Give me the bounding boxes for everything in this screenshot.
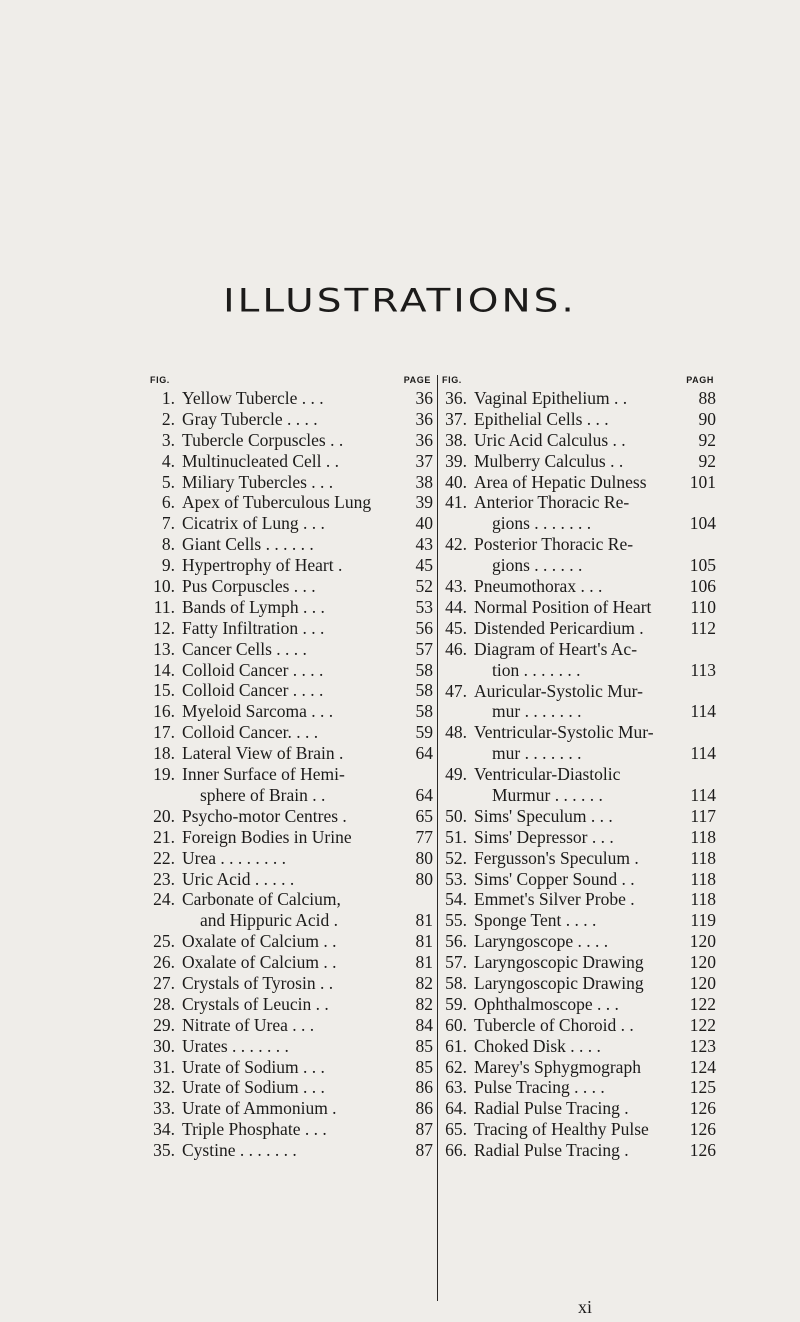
page-number: 92 (698, 429, 716, 450)
figure-title: Sims' Copper Sound . . (474, 868, 635, 889)
left-column-header (150, 375, 433, 388)
figure-title: Laryngoscopic Drawing (474, 952, 644, 973)
figure-number: 23. (153, 868, 175, 889)
list-item (442, 534, 716, 576)
page-number: 64 (415, 743, 433, 764)
page-number: 52 (415, 576, 433, 597)
list-item (150, 597, 433, 618)
figure-number: 1. (161, 388, 175, 408)
figure-title: Mulberry Calculus . . (474, 450, 624, 471)
page-number: 86 (415, 1077, 433, 1098)
list-item (442, 848, 716, 869)
list-item (442, 639, 716, 681)
figure-number: 12. (153, 617, 175, 638)
figure-title: Anterior Thoracic Re- (474, 492, 630, 513)
figure-title: Gray Tubercle . . . . (182, 408, 318, 429)
figure-title: Bands of Lymph . . . (182, 596, 325, 617)
page-number: 86 (415, 1098, 433, 1119)
list-item (442, 889, 716, 910)
figure-title: Pneumothorax . . . (474, 576, 603, 597)
list-item (150, 388, 433, 409)
list-item (150, 952, 433, 973)
right-column-header (442, 375, 716, 388)
figure-number: 46. (445, 638, 467, 659)
page-number: 58 (415, 659, 433, 680)
page-number: 58 (415, 701, 433, 722)
list-item (150, 743, 433, 764)
figure-number: 41. (445, 492, 467, 513)
list-item (442, 1077, 716, 1098)
figure-number: 19. (153, 764, 175, 785)
figure-title: Laryngoscope . . . . (474, 931, 609, 952)
page-number: 80 (415, 847, 433, 868)
list-item (442, 492, 716, 534)
page-number: 114 (690, 701, 716, 722)
figure-title: Urate of Sodium . . . (182, 1077, 325, 1098)
figure-title: Choked Disk . . . . (474, 1035, 601, 1056)
list-item (442, 1119, 716, 1140)
list-item (150, 1140, 433, 1161)
list-item (150, 492, 433, 513)
list-item (150, 451, 433, 472)
page-number: 87 (415, 1140, 433, 1161)
figure-title: Pus Corpuscles . . . (182, 576, 316, 597)
figure-number: 29. (153, 1014, 175, 1035)
figure-number: 24. (153, 889, 175, 910)
page-number: 82 (415, 972, 433, 993)
figure-number: 53. (445, 868, 467, 889)
figure-title: Pulse Tracing . . . . (474, 1077, 605, 1098)
list-item (150, 701, 433, 722)
list-item (442, 409, 716, 430)
list-item (442, 618, 716, 639)
list-item (150, 764, 433, 806)
figure-title: Radial Pulse Tracing . (474, 1098, 629, 1119)
figure-number: 17. (153, 722, 175, 743)
page-number: 90 (698, 408, 716, 429)
list-item (442, 827, 716, 848)
figure-number: 55. (445, 910, 467, 931)
figure-number: 39. (445, 450, 467, 471)
figure-number: 18. (153, 743, 175, 764)
right-column (442, 375, 716, 1161)
page-number: 110 (690, 596, 716, 617)
figure-number: 32. (153, 1077, 175, 1098)
page-number: 37 (415, 450, 433, 471)
figure-number: 52. (445, 847, 467, 868)
figure-number: 44. (445, 596, 467, 617)
page-number: 118 (690, 868, 716, 889)
page-number: 57 (415, 638, 433, 659)
page-number: 88 (698, 388, 716, 408)
figure-title: Diagram of Heart's Ac- (474, 638, 638, 659)
page-number: 112 (690, 617, 716, 638)
figure-title: sphere of Brain . . (200, 784, 326, 805)
page-number: 114 (690, 785, 716, 805)
figure-number: 38. (445, 429, 467, 450)
figure-title: Distended Pericardium . (474, 617, 644, 638)
page-number: 39 (415, 492, 433, 513)
page-number: 40 (415, 513, 433, 534)
list-item (150, 639, 433, 660)
list-item (150, 680, 433, 701)
page-number: 36 (415, 429, 433, 450)
list-item (442, 952, 716, 973)
page-number: 87 (415, 1119, 433, 1140)
figure-title: Fergusson's Speculum . (474, 847, 639, 868)
figure-number: 25. (153, 931, 175, 952)
list-item (442, 722, 716, 764)
page-heading: PAGH (686, 375, 714, 385)
list-item (442, 1098, 716, 1119)
figure-title: Inner Surface of Hemi- (182, 764, 345, 785)
page-number: 81 (415, 910, 433, 931)
figure-number: 31. (153, 1056, 175, 1077)
figure-title: Uric Acid . . . . . (182, 868, 295, 889)
figure-title: Posterior Thoracic Re- (474, 534, 634, 555)
list-item (442, 931, 716, 952)
figure-title: Multinucleated Cell . . (182, 450, 339, 471)
figure-number: 6. (161, 492, 175, 513)
list-item (150, 889, 433, 931)
figure-title: Tracing of Healthy Pulse (474, 1119, 649, 1140)
figure-number: 14. (153, 659, 175, 680)
list-item (150, 660, 433, 681)
figure-number: 36. (445, 388, 467, 408)
figure-title: Urates . . . . . . . (182, 1035, 289, 1056)
figure-title: Uric Acid Calculus . . (474, 429, 626, 450)
list-item (442, 1036, 716, 1057)
list-item (442, 973, 716, 994)
figure-title: mur . . . . . . . (492, 701, 582, 722)
list-item (150, 973, 433, 994)
page-number: 113 (690, 659, 716, 680)
figure-title: Apex of Tuberculous Lung (182, 492, 372, 513)
page-number: 65 (415, 805, 433, 826)
page-number: 92 (698, 450, 716, 471)
page-number: 120 (689, 973, 716, 994)
figure-number: 43. (445, 576, 467, 597)
list-item (442, 1057, 716, 1078)
list-item (150, 722, 433, 743)
figure-title: Fatty Infiltration . . . (182, 617, 325, 638)
figure-title: Oxalate of Calcium . . (182, 952, 337, 973)
page-number: 36 (415, 388, 433, 408)
page-title: ILLUSTRATIONS. (223, 283, 577, 320)
page-number: 82 (415, 993, 433, 1014)
figure-title: Colloid Cancer . . . . (182, 659, 324, 680)
list-item (150, 409, 433, 430)
list-item (442, 1015, 716, 1036)
figure-title: Colloid Cancer. . . . (182, 722, 319, 743)
figure-title: Psycho-motor Centres . (182, 805, 347, 826)
page-number: 120 (689, 931, 716, 952)
list-item (150, 513, 433, 534)
list-item (442, 806, 716, 827)
page-number: 85 (415, 1035, 433, 1056)
figure-title: Laryngoscopic Drawing (474, 973, 644, 994)
list-item (442, 681, 716, 723)
figure-title: Radial Pulse Tracing . (474, 1140, 629, 1161)
page-number: 126 (689, 1140, 716, 1161)
figure-title: Tubercle Corpuscles . . (182, 429, 344, 450)
figure-title: Yellow Tubercle . . . (182, 388, 324, 408)
figure-number: 60. (445, 1014, 467, 1035)
list-item (150, 1077, 433, 1098)
page-number: 122 (689, 1014, 716, 1035)
figure-number: 30. (153, 1035, 175, 1056)
page-number: 119 (690, 910, 716, 931)
figure-title: Colloid Cancer . . . . (182, 680, 324, 701)
figure-number: 11. (153, 596, 175, 617)
list-item (150, 869, 433, 890)
figure-number: 27. (153, 972, 175, 993)
list-item (442, 597, 716, 618)
list-item (442, 576, 716, 597)
figure-title: and Hippuric Acid . (200, 910, 339, 931)
list-item (442, 910, 716, 931)
figure-number: 13. (153, 638, 175, 659)
figure-number: 28. (153, 993, 175, 1014)
list-item (442, 430, 716, 451)
list-item (442, 1140, 716, 1161)
figure-title: mur . . . . . . . (492, 743, 582, 764)
figure-title: gions . . . . . . (492, 555, 583, 576)
figure-number: 21. (153, 826, 175, 847)
page-number: 85 (415, 1056, 433, 1077)
page-number: 77 (415, 826, 433, 847)
figure-number: 64. (445, 1098, 467, 1119)
page-number: 45 (415, 555, 433, 576)
list-item (150, 931, 433, 952)
page-number: 117 (690, 805, 716, 826)
page-number: 105 (689, 555, 716, 576)
figure-number: 62. (445, 1056, 467, 1077)
figure-title: Lateral View of Brain . (182, 743, 344, 764)
page-number: 125 (689, 1077, 716, 1098)
list-item (442, 764, 716, 806)
figure-title: Auricular-Systolic Mur- (474, 680, 643, 701)
list-item (150, 1098, 433, 1119)
list-item (442, 388, 716, 409)
figure-number: 9. (161, 555, 175, 576)
page-number: 124 (689, 1056, 716, 1077)
page-number: 118 (690, 826, 716, 847)
figure-number: 2. (161, 408, 175, 429)
figure-number: 33. (153, 1098, 175, 1119)
figure-number: 10. (153, 576, 175, 597)
figure-number: 20. (153, 805, 175, 826)
fig-heading: FIG. (150, 375, 170, 385)
figure-title: Normal Position of Heart (474, 596, 652, 617)
figure-number: 65. (445, 1119, 467, 1140)
figure-number: 7. (161, 513, 175, 534)
page-number: 81 (415, 931, 433, 952)
figure-title: Epithelial Cells . . . (474, 408, 609, 429)
figure-number: 34. (153, 1119, 175, 1140)
page-heading: PAGE (403, 375, 431, 385)
figure-number: 63. (445, 1077, 467, 1098)
figure-title: Urate of Sodium . . . (182, 1056, 325, 1077)
list-item (150, 576, 433, 597)
list-item (150, 994, 433, 1015)
page-number: 36 (415, 408, 433, 429)
page-number: 80 (415, 868, 433, 889)
figure-number: 66. (445, 1140, 467, 1161)
page-number: 126 (689, 1119, 716, 1140)
list-item (150, 430, 433, 451)
left-column (150, 375, 433, 1161)
page-number: 38 (415, 471, 433, 492)
list-item (150, 1015, 433, 1036)
page-number: 104 (689, 513, 716, 534)
figure-number: 57. (445, 952, 467, 973)
figure-title: Crystals of Tyrosin . . (182, 972, 334, 993)
figure-title: Tubercle of Choroid . . (474, 1014, 634, 1035)
figure-title: Cancer Cells . . . . (182, 638, 307, 659)
figure-number: 26. (153, 952, 175, 973)
figure-title: Foreign Bodies in Urine (182, 826, 352, 847)
figure-title: Nitrate of Urea . . . (182, 1014, 315, 1035)
list-item (150, 555, 433, 576)
figure-title: Sims' Speculum . . . (474, 805, 613, 826)
figure-number: 58. (445, 973, 467, 994)
figure-title: Area of Hepatic Dulness (474, 471, 647, 492)
figure-title: Marey's Sphygmograph (474, 1056, 641, 1077)
page-number: 120 (689, 952, 716, 973)
figure-title: Cystine . . . . . . . (182, 1140, 297, 1161)
figure-title: gions . . . . . . . (492, 513, 592, 534)
column-divider (437, 375, 438, 1301)
list-item (442, 451, 716, 472)
figure-number: 48. (445, 722, 467, 743)
figure-number: 40. (445, 471, 467, 492)
list-item (442, 869, 716, 890)
figure-title: Hypertrophy of Heart . (182, 555, 343, 576)
figure-number: 42. (445, 534, 467, 555)
figure-title: Carbonate of Calcium, (182, 889, 341, 910)
list-item (442, 472, 716, 493)
figure-title: Ventricular-Systolic Mur- (474, 722, 654, 743)
figure-title: Giant Cells . . . . . . (182, 534, 314, 555)
figure-title: Sims' Depressor . . . (474, 826, 614, 847)
figure-number: 4. (161, 450, 175, 471)
list-item (150, 827, 433, 848)
figure-title: Vaginal Epithelium . . (474, 388, 628, 408)
page-folio: xi (578, 1297, 593, 1317)
list-item (150, 848, 433, 869)
figure-title: Sponge Tent . . . . (474, 910, 597, 931)
page-number: 59 (415, 722, 433, 743)
figure-title: Ophthalmoscope . . . (474, 993, 619, 1014)
list-item (150, 534, 433, 555)
figure-title: Triple Phosphate . . . (182, 1119, 327, 1140)
list-item (150, 1119, 433, 1140)
list-item (150, 618, 433, 639)
page-number: 53 (415, 596, 433, 617)
figure-title: Murmur . . . . . . (492, 785, 603, 805)
list-item (150, 472, 433, 493)
figure-title: Cicatrix of Lung . . . (182, 513, 325, 534)
page-number: 43 (415, 534, 433, 555)
page-number: 84 (415, 1014, 433, 1035)
figure-number: 37. (445, 408, 467, 429)
page-number: 126 (689, 1098, 716, 1119)
figure-title: Miliary Tubercles . . . (182, 471, 334, 492)
figure-number: 61. (445, 1035, 467, 1056)
figure-title: Urea . . . . . . . . (182, 847, 287, 868)
figure-title: Urate of Ammonium . (182, 1098, 337, 1119)
figure-number: 47. (445, 680, 467, 701)
figure-number: 8. (161, 534, 175, 555)
figure-title: tion . . . . . . . (492, 659, 581, 680)
figure-number: 51. (445, 826, 467, 847)
figure-number: 59. (445, 993, 467, 1014)
right-entries (442, 388, 716, 1161)
page-number: 122 (689, 993, 716, 1014)
page-number: 118 (690, 889, 716, 910)
figure-number: 50. (445, 805, 467, 826)
figure-number: 49. (445, 764, 467, 785)
figure-number: 45. (445, 617, 467, 638)
list-item (442, 994, 716, 1015)
figure-number: 54. (445, 889, 467, 910)
page-number: 114 (690, 743, 716, 764)
figure-number: 5. (161, 471, 175, 492)
page-number: 56 (415, 617, 433, 638)
page-number: 81 (415, 952, 433, 973)
figure-title: Oxalate of Calcium . . (182, 931, 337, 952)
fig-heading: FIG. (442, 375, 462, 385)
left-entries (150, 388, 433, 1161)
figure-number: 3. (161, 429, 175, 450)
figure-number: 22. (153, 847, 175, 868)
page-number: 123 (689, 1035, 716, 1056)
figure-title: Crystals of Leucin . . (182, 993, 329, 1014)
list-item (150, 1036, 433, 1057)
page-number: 106 (689, 576, 716, 597)
figure-title: Ventricular-Diastolic (474, 764, 621, 785)
list-item (150, 1057, 433, 1078)
figure-number: 15. (153, 680, 175, 701)
page-number: 58 (415, 680, 433, 701)
figure-number: 16. (153, 701, 175, 722)
page-number: 101 (689, 471, 716, 492)
page-number: 118 (690, 847, 716, 868)
figure-title: Myeloid Sarcoma . . . (182, 701, 334, 722)
list-item (150, 806, 433, 827)
figure-number: 56. (445, 931, 467, 952)
figure-number: 35. (153, 1140, 175, 1161)
page-number: 64 (415, 784, 433, 805)
figure-title: Emmet's Silver Probe . (474, 889, 635, 910)
